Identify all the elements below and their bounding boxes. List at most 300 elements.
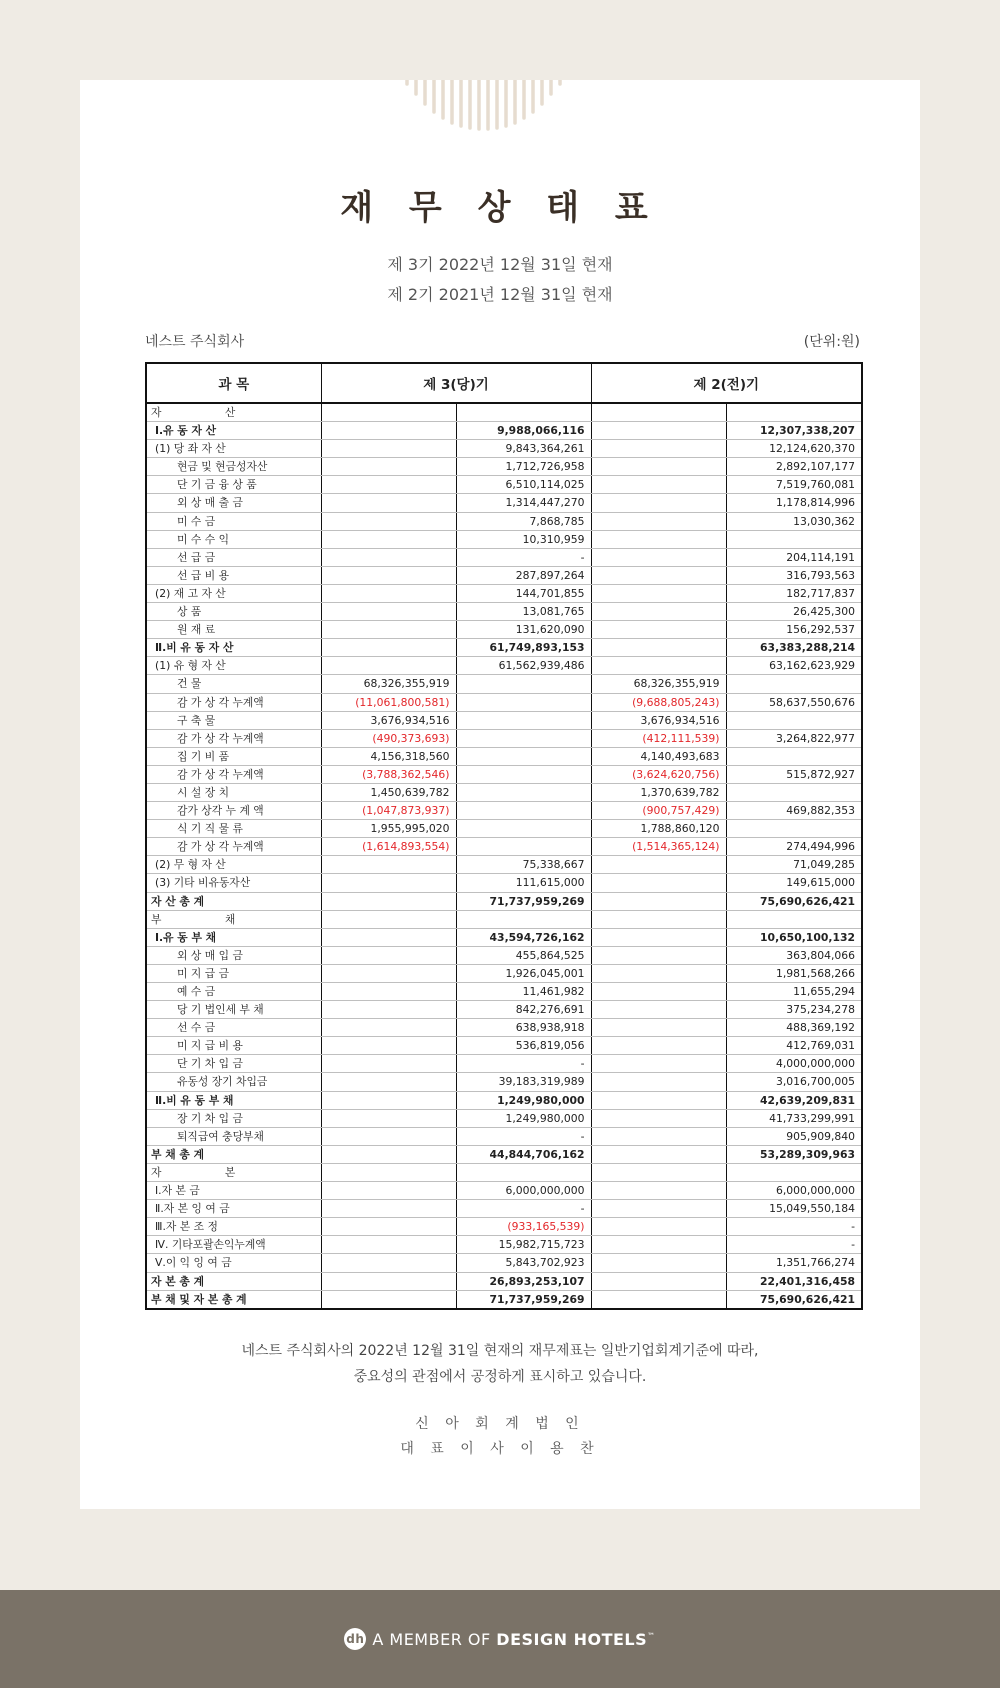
current-detail-cell	[321, 1127, 456, 1145]
document-card	[80, 80, 920, 1509]
prior-total-cell: 182,717,837	[726, 584, 862, 602]
prior-total-cell: 11,655,294	[726, 983, 862, 1001]
current-total-cell: 9,843,364,261	[456, 440, 591, 458]
current-total-cell	[456, 802, 591, 820]
prior-detail-cell	[591, 1055, 726, 1073]
table-row	[146, 1218, 862, 1236]
prior-total-cell: 412,769,031	[726, 1037, 862, 1055]
prior-detail-cell	[591, 983, 726, 1001]
prior-total-cell: 41,733,299,991	[726, 1109, 862, 1127]
account-cell: 원 재 료	[146, 621, 321, 639]
table-row	[146, 548, 862, 566]
current-total-cell: 26,893,253,107	[456, 1272, 591, 1290]
prior-total-cell: -	[726, 1218, 862, 1236]
current-detail-cell	[321, 1163, 456, 1181]
table-row	[146, 639, 862, 657]
current-total-cell	[456, 783, 591, 801]
account-cell: 부 채 및 자 본 총 계	[146, 1290, 321, 1309]
prior-detail-cell	[591, 1200, 726, 1218]
account-cell: 현금 및 현금성자산	[146, 458, 321, 476]
current-detail-cell: 4,156,318,560	[321, 747, 456, 765]
current-total-cell: 1,926,045,001	[456, 964, 591, 982]
current-total-cell: 75,338,667	[456, 856, 591, 874]
current-total-cell: 5,843,702,923	[456, 1254, 591, 1272]
table-row	[146, 1073, 862, 1091]
account-cell: 자 산 총 계	[146, 892, 321, 910]
footer-brand[interactable]	[0, 1628, 1000, 1650]
prior-total-cell: 53,289,309,963	[726, 1145, 862, 1163]
account-cell: (1) 유 형 자 산	[146, 657, 321, 675]
current-total-cell: 44,844,706,162	[456, 1145, 591, 1163]
current-detail-cell	[321, 657, 456, 675]
current-total-cell: 71,737,959,269	[456, 892, 591, 910]
current-detail-cell	[321, 964, 456, 982]
account-cell: 단 기 차 입 금	[146, 1055, 321, 1073]
table-row	[146, 440, 862, 458]
prior-total-cell: 2,892,107,177	[726, 458, 862, 476]
prior-total-cell	[726, 675, 862, 693]
prior-detail-cell	[591, 1163, 726, 1181]
prior-total-cell: 3,016,700,005	[726, 1073, 862, 1091]
account-cell: Ⅱ.자 본 잉 여 금	[146, 1200, 321, 1218]
current-detail-cell	[321, 1037, 456, 1055]
current-detail-cell: (11,061,800,581)	[321, 693, 456, 711]
current-detail-cell: 1,450,639,782	[321, 783, 456, 801]
prior-total-cell: 15,049,550,184	[726, 1200, 862, 1218]
account-cell: 예 수 금	[146, 983, 321, 1001]
current-total-cell: 536,819,056	[456, 1037, 591, 1055]
current-total-cell	[456, 1163, 591, 1181]
prior-detail-cell	[591, 874, 726, 892]
prior-detail-cell	[591, 1001, 726, 1019]
prior-detail-cell: (900,757,429)	[591, 802, 726, 820]
prior-detail-cell	[591, 621, 726, 639]
prior-detail-cell	[591, 1019, 726, 1037]
auditor-firm: 신 아 회 계 법 인	[415, 1416, 585, 1432]
footer-bar	[0, 1590, 1000, 1688]
prior-detail-cell	[591, 1145, 726, 1163]
prior-total-cell: 316,793,563	[726, 566, 862, 584]
account-cell: (2) 무 형 자 산	[146, 856, 321, 874]
prior-total-cell	[726, 820, 862, 838]
table-row	[146, 946, 862, 964]
current-total-cell: 111,615,000	[456, 874, 591, 892]
prior-detail-cell	[591, 657, 726, 675]
current-detail-cell	[321, 584, 456, 602]
current-detail-cell	[321, 1091, 456, 1109]
prior-detail-cell	[591, 1254, 726, 1272]
account-cell: Ⅰ.유 동 부 채	[146, 928, 321, 946]
current-total-cell	[456, 910, 591, 928]
period-current: 제 3기 2022년 12월 31일 현재	[387, 255, 613, 274]
account-cell: 미 지 급 금	[146, 964, 321, 982]
table-row	[146, 1055, 862, 1073]
prior-total-cell: 363,804,066	[726, 946, 862, 964]
table-row	[146, 1272, 862, 1290]
table-row	[146, 964, 862, 982]
prior-total-cell: 63,162,623,929	[726, 657, 862, 675]
current-detail-cell	[321, 621, 456, 639]
table-row	[146, 1001, 862, 1019]
account-cell: 당 기 법인세 부 채	[146, 1001, 321, 1019]
current-detail-cell	[321, 946, 456, 964]
current-total-cell	[456, 747, 591, 765]
current-total-cell: 1,249,980,000	[456, 1109, 591, 1127]
prior-total-cell	[726, 910, 862, 928]
prior-detail-cell: 1,788,860,120	[591, 820, 726, 838]
table-row	[146, 910, 862, 928]
prior-total-cell: 4,000,000,000	[726, 1055, 862, 1073]
current-total-cell: 6,000,000,000	[456, 1182, 591, 1200]
current-detail-cell	[321, 1272, 456, 1290]
prior-detail-cell	[591, 910, 726, 928]
current-detail-cell	[321, 983, 456, 1001]
note-line-2: 중요성의 관점에서 공정하게 표시하고 있습니다.	[353, 1369, 647, 1385]
prior-total-cell: 7,519,760,081	[726, 476, 862, 494]
table-row	[146, 657, 862, 675]
account-cell: 선 급 비 용	[146, 566, 321, 584]
prior-detail-cell	[591, 458, 726, 476]
prior-total-cell: 1,981,568,266	[726, 964, 862, 982]
account-cell: 건 물	[146, 675, 321, 693]
prior-total-cell: 75,690,626,421	[726, 1290, 862, 1309]
prior-detail-cell	[591, 1182, 726, 1200]
account-cell: Ⅰ.자 본 금	[146, 1182, 321, 1200]
current-total-cell: 61,562,939,486	[456, 657, 591, 675]
current-total-cell: -	[456, 1055, 591, 1073]
note-line-1: 네스트 주식회사의 2022년 12월 31일 현재의 재무제표는 일반기업회계기준에 따라,	[241, 1343, 759, 1359]
account-cell: 장 기 차 입 금	[146, 1109, 321, 1127]
prior-total-cell: 488,369,192	[726, 1019, 862, 1037]
current-detail-cell	[321, 1145, 456, 1163]
prior-total-cell: 22,401,316,458	[726, 1272, 862, 1290]
table-row	[146, 476, 862, 494]
current-total-cell: 43,594,726,162	[456, 928, 591, 946]
prior-detail-cell	[591, 1218, 726, 1236]
table-row	[146, 458, 862, 476]
prior-total-cell	[726, 1163, 862, 1181]
prior-detail-cell: 3,676,934,516	[591, 711, 726, 729]
current-total-cell: 61,749,893,153	[456, 639, 591, 657]
header-current: 제 3(당)기	[321, 363, 591, 403]
account-cell: 집 기 비 품	[146, 747, 321, 765]
prior-detail-cell	[591, 1272, 726, 1290]
account-cell: 자 산	[146, 403, 321, 422]
table-body	[146, 403, 862, 1309]
current-total-cell	[456, 711, 591, 729]
prior-detail-cell	[591, 530, 726, 548]
prior-total-cell: 515,872,927	[726, 765, 862, 783]
current-total-cell	[456, 838, 591, 856]
table-row	[146, 512, 862, 530]
current-total-cell	[456, 765, 591, 783]
current-detail-cell	[321, 422, 456, 440]
current-total-cell: 71,737,959,269	[456, 1290, 591, 1309]
prior-detail-cell	[591, 1236, 726, 1254]
current-detail-cell: (490,373,693)	[321, 729, 456, 747]
prior-total-cell: 204,114,191	[726, 548, 862, 566]
current-detail-cell	[321, 639, 456, 657]
table-row	[146, 1019, 862, 1037]
table-row	[146, 747, 862, 765]
prior-total-cell: -	[726, 1236, 862, 1254]
footer-tm: ™	[647, 1631, 656, 1641]
table-row	[146, 530, 862, 548]
prior-detail-cell	[591, 440, 726, 458]
prior-total-cell: 63,383,288,214	[726, 639, 862, 657]
design-hotels-logo-icon: dh	[344, 1628, 366, 1650]
account-cell: 시 설 장 치	[146, 783, 321, 801]
prior-total-cell: 149,615,000	[726, 874, 862, 892]
current-detail-cell	[321, 494, 456, 512]
prior-total-cell: 6,000,000,000	[726, 1182, 862, 1200]
current-detail-cell	[321, 476, 456, 494]
table-row	[146, 765, 862, 783]
current-detail-cell	[321, 910, 456, 928]
table-row	[146, 856, 862, 874]
prior-detail-cell	[591, 928, 726, 946]
current-detail-cell	[321, 1254, 456, 1272]
footer-brand-name: DESIGN HOTELS	[496, 1629, 648, 1649]
prior-total-cell: 26,425,300	[726, 603, 862, 621]
prior-detail-cell: 68,326,355,919	[591, 675, 726, 693]
account-cell: Ⅳ. 기타포괄손익누계액	[146, 1236, 321, 1254]
current-total-cell	[456, 729, 591, 747]
table-row	[146, 1091, 862, 1109]
account-cell: 감가 상각 누 계 액	[146, 802, 321, 820]
account-cell: 퇴직급여 충당부채	[146, 1127, 321, 1145]
company-name: 네스트 주식회사	[145, 334, 245, 350]
account-cell: 유동성 장기 차입금	[146, 1073, 321, 1091]
account-cell: 부 채 총 계	[146, 1145, 321, 1163]
current-total-cell: 6,510,114,025	[456, 476, 591, 494]
prior-detail-cell	[591, 1290, 726, 1309]
account-cell: 선 급 금	[146, 548, 321, 566]
current-detail-cell	[321, 1290, 456, 1309]
balance-sheet-table	[145, 362, 863, 1310]
prior-detail-cell	[591, 584, 726, 602]
current-detail-cell: (1,047,873,937)	[321, 802, 456, 820]
table-row	[146, 422, 862, 440]
current-detail-cell: (3,788,362,546)	[321, 765, 456, 783]
prior-detail-cell	[591, 639, 726, 657]
header-account: 과 목	[146, 363, 321, 403]
table-row	[146, 1182, 862, 1200]
current-total-cell	[456, 820, 591, 838]
table-row	[146, 783, 862, 801]
prior-detail-cell: 1,370,639,782	[591, 783, 726, 801]
prior-detail-cell: 4,140,493,683	[591, 747, 726, 765]
table-row	[146, 1200, 862, 1218]
prior-detail-cell	[591, 1037, 726, 1055]
table-row	[146, 494, 862, 512]
account-cell: 감 가 상 각 누계액	[146, 729, 321, 747]
account-cell: Ⅴ.이 익 잉 여 금	[146, 1254, 321, 1272]
prior-detail-cell	[591, 1109, 726, 1127]
table-row	[146, 693, 862, 711]
prior-detail-cell	[591, 422, 726, 440]
current-detail-cell	[321, 928, 456, 946]
prior-detail-cell	[591, 1091, 726, 1109]
current-total-cell: 39,183,319,989	[456, 1073, 591, 1091]
prior-total-cell	[726, 530, 862, 548]
prior-total-cell: 156,292,537	[726, 621, 862, 639]
table-row	[146, 1037, 862, 1055]
footer-text	[372, 1630, 655, 1649]
current-total-cell: 1,712,726,958	[456, 458, 591, 476]
table-row	[146, 1109, 862, 1127]
prior-detail-cell	[591, 476, 726, 494]
account-cell: 자 본	[146, 1163, 321, 1181]
current-detail-cell	[321, 874, 456, 892]
prior-total-cell	[726, 783, 862, 801]
document-title: 재 무 상 태 표	[340, 188, 660, 228]
current-total-cell: 15,982,715,723	[456, 1236, 591, 1254]
current-detail-cell	[321, 1055, 456, 1073]
account-cell: 구 축 물	[146, 711, 321, 729]
account-cell: 감 가 상 각 누계액	[146, 693, 321, 711]
prior-total-cell	[726, 747, 862, 765]
current-detail-cell: (1,614,893,554)	[321, 838, 456, 856]
current-total-cell: 13,081,765	[456, 603, 591, 621]
current-detail-cell	[321, 1182, 456, 1200]
prior-total-cell: 274,494,996	[726, 838, 862, 856]
account-cell: (2) 재 고 자 산	[146, 584, 321, 602]
table-row	[146, 603, 862, 621]
current-total-cell: 842,276,691	[456, 1001, 591, 1019]
account-cell: 부 채	[146, 910, 321, 928]
account-cell: Ⅰ.유 동 자 산	[146, 422, 321, 440]
account-cell: (3) 기타 비유동자산	[146, 874, 321, 892]
current-detail-cell	[321, 458, 456, 476]
account-cell: (1) 당 좌 자 산	[146, 440, 321, 458]
table-row	[146, 1163, 862, 1181]
table-row	[146, 1254, 862, 1272]
table-row	[146, 802, 862, 820]
prior-detail-cell	[591, 856, 726, 874]
prior-total-cell: 10,650,100,132	[726, 928, 862, 946]
table-row	[146, 566, 862, 584]
table-row	[146, 1236, 862, 1254]
account-cell: 미 지 급 비 용	[146, 1037, 321, 1055]
table-row	[146, 1145, 862, 1163]
auditor-ceo: 대 표 이 사 이 용 찬	[400, 1441, 600, 1457]
table-row	[146, 584, 862, 602]
table-row	[146, 874, 862, 892]
current-detail-cell	[321, 512, 456, 530]
account-cell: 감 가 상 각 누계액	[146, 838, 321, 856]
table-row	[146, 838, 862, 856]
table-row	[146, 983, 862, 1001]
prior-total-cell: 75,690,626,421	[726, 892, 862, 910]
current-total-cell: 10,310,959	[456, 530, 591, 548]
prior-detail-cell	[591, 494, 726, 512]
current-total-cell: 144,701,855	[456, 584, 591, 602]
prior-detail-cell	[591, 892, 726, 910]
account-cell: 단 기 금 융 상 품	[146, 476, 321, 494]
current-detail-cell	[321, 566, 456, 584]
prior-detail-cell	[591, 548, 726, 566]
prior-total-cell: 469,882,353	[726, 802, 862, 820]
prior-detail-cell: (1,514,365,124)	[591, 838, 726, 856]
table-row	[146, 1290, 862, 1309]
account-cell: 선 수 금	[146, 1019, 321, 1037]
prior-detail-cell	[591, 1073, 726, 1091]
footer-prefix: A MEMBER OF	[372, 1629, 491, 1649]
prior-detail-cell	[591, 403, 726, 422]
prior-total-cell: 1,351,766,274	[726, 1254, 862, 1272]
prior-detail-cell: (412,111,539)	[591, 729, 726, 747]
decorative-lines-icon	[80, 80, 920, 140]
prior-detail-cell	[591, 946, 726, 964]
table-row	[146, 403, 862, 422]
prior-detail-cell	[591, 603, 726, 621]
current-total-cell: 638,938,918	[456, 1019, 591, 1037]
account-cell: Ⅱ.비 유 동 자 산	[146, 639, 321, 657]
current-total-cell: 1,314,447,270	[456, 494, 591, 512]
prior-total-cell: 1,178,814,996	[726, 494, 862, 512]
prior-total-cell: 42,639,209,831	[726, 1091, 862, 1109]
current-total-cell: 9,988,066,116	[456, 422, 591, 440]
table-row	[146, 729, 862, 747]
prior-total-cell: 71,049,285	[726, 856, 862, 874]
account-cell: 자 본 총 계	[146, 1272, 321, 1290]
table-row	[146, 820, 862, 838]
current-total-cell: -	[456, 548, 591, 566]
current-total-cell: -	[456, 1127, 591, 1145]
account-cell: 외 상 매 출 금	[146, 494, 321, 512]
current-total-cell: 1,249,980,000	[456, 1091, 591, 1109]
current-detail-cell	[321, 892, 456, 910]
prior-total-cell	[726, 711, 862, 729]
current-total-cell: 287,897,264	[456, 566, 591, 584]
current-total-cell	[456, 675, 591, 693]
period-prior: 제 2기 2021년 12월 31일 현재	[387, 285, 613, 304]
current-detail-cell: 3,676,934,516	[321, 711, 456, 729]
current-detail-cell	[321, 530, 456, 548]
table-row	[146, 711, 862, 729]
current-detail-cell	[321, 603, 456, 621]
prior-detail-cell	[591, 964, 726, 982]
current-detail-cell: 68,326,355,919	[321, 675, 456, 693]
prior-total-cell: 3,264,822,977	[726, 729, 862, 747]
current-detail-cell: 1,955,995,020	[321, 820, 456, 838]
account-cell: 감 가 상 각 누계액	[146, 765, 321, 783]
prior-total-cell: 905,909,840	[726, 1127, 862, 1145]
table-row	[146, 928, 862, 946]
current-total-cell: 131,620,090	[456, 621, 591, 639]
current-detail-cell	[321, 1109, 456, 1127]
current-total-cell: -	[456, 1200, 591, 1218]
current-detail-cell	[321, 1200, 456, 1218]
prior-total-cell: 12,307,338,207	[726, 422, 862, 440]
table-header-row	[146, 363, 862, 403]
table-row	[146, 675, 862, 693]
prior-detail-cell	[591, 566, 726, 584]
account-cell: 외 상 매 입 금	[146, 946, 321, 964]
account-cell: 미 수 금	[146, 512, 321, 530]
current-detail-cell	[321, 403, 456, 422]
unit-label: (단위:원)	[803, 334, 860, 350]
current-detail-cell	[321, 440, 456, 458]
table-row	[146, 1127, 862, 1145]
account-cell: Ⅲ.자 본 조 정	[146, 1218, 321, 1236]
current-detail-cell	[321, 856, 456, 874]
header-prior: 제 2(전)기	[591, 363, 862, 403]
current-total-cell: 455,864,525	[456, 946, 591, 964]
current-total-cell	[456, 403, 591, 422]
current-total-cell: 11,461,982	[456, 983, 591, 1001]
